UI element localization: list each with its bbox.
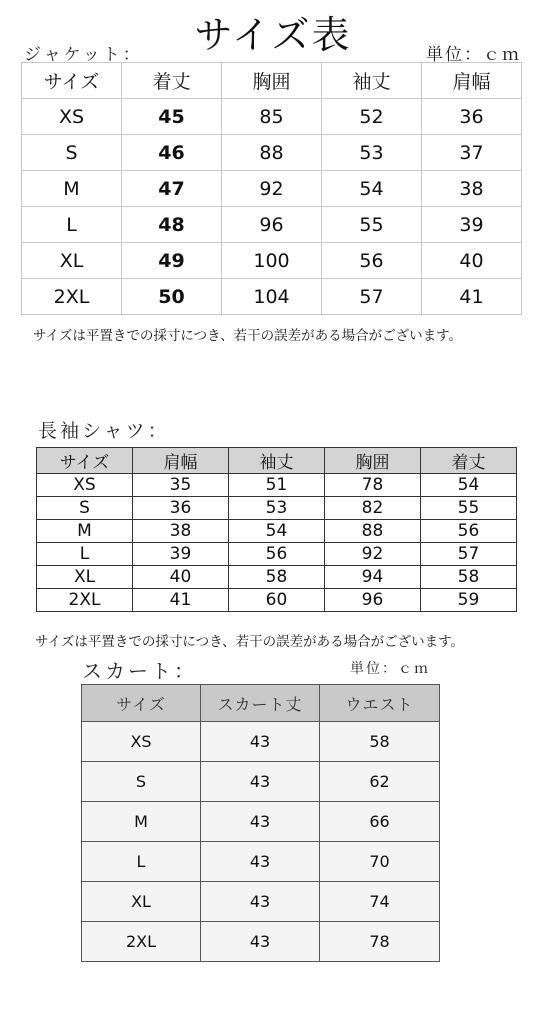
table-cell: 58: [421, 566, 517, 589]
header-cell: 胸囲: [222, 63, 322, 99]
table-cell: 36: [422, 99, 522, 135]
table-cell: M: [22, 171, 122, 207]
table-cell: 39: [133, 543, 229, 566]
table-row: [37, 589, 517, 612]
table-row: [22, 207, 522, 243]
table-cell: 94: [325, 566, 421, 589]
table-cell: 74: [320, 882, 440, 922]
jacket-note: サイズは平置きでの採寸につき、若干の誤差がある場合がございます。: [33, 328, 463, 344]
table-cell: 70: [320, 842, 440, 882]
shirt-note: サイズは平置きでの採寸につき、若干の誤差がある場合がございます。: [35, 634, 465, 650]
header-cell: 着丈: [421, 448, 517, 474]
header-cell: スカート丈: [201, 685, 320, 722]
table-cell: 104: [222, 279, 322, 315]
table-row: [37, 543, 517, 566]
page-title: サイズ表: [194, 13, 352, 57]
table-cell: XL: [37, 566, 133, 589]
header-cell: サイズ: [82, 685, 201, 722]
table-cell: 39: [422, 207, 522, 243]
table-cell: XS: [82, 722, 201, 762]
table-row: [22, 99, 522, 135]
table-cell: S: [22, 135, 122, 171]
table-cell: 58: [320, 722, 440, 762]
table-row: [22, 135, 522, 171]
jacket-label: ジャケット：: [24, 45, 143, 65]
table-cell: 47: [122, 171, 222, 207]
table-cell: 50: [122, 279, 222, 315]
table-cell: 2XL: [37, 589, 133, 612]
table-row: [37, 520, 517, 543]
table-cell: M: [37, 520, 133, 543]
table-cell: 2XL: [82, 922, 201, 962]
table-row: [82, 802, 440, 842]
jacket-size-table: [21, 62, 522, 315]
table-cell: 38: [133, 520, 229, 543]
table-cell: 43: [201, 762, 320, 802]
header-cell: サイズ: [22, 63, 122, 99]
table-cell: 40: [133, 566, 229, 589]
header-cell: 胸囲: [325, 448, 421, 474]
table-cell: 43: [201, 882, 320, 922]
table-cell: 92: [325, 543, 421, 566]
table-row: [22, 279, 522, 315]
table-cell: 92: [222, 171, 322, 207]
table-cell: 43: [201, 802, 320, 842]
table-cell: L: [37, 543, 133, 566]
table-row: [37, 566, 517, 589]
table-cell: 88: [222, 135, 322, 171]
table-cell: 54: [229, 520, 325, 543]
table-cell: 56: [229, 543, 325, 566]
table-cell: L: [22, 207, 122, 243]
table-cell: 78: [325, 474, 421, 497]
table-cell: S: [82, 762, 201, 802]
table-cell: 100: [222, 243, 322, 279]
table-cell: 43: [201, 922, 320, 962]
table-row: [37, 474, 517, 497]
table-cell: 46: [122, 135, 222, 171]
skirt-label: スカート：: [82, 659, 197, 683]
table-row: [37, 497, 517, 520]
table-cell: 45: [122, 99, 222, 135]
table-cell: 41: [422, 279, 522, 315]
table-cell: 38: [422, 171, 522, 207]
table-cell: 55: [421, 497, 517, 520]
table-row: [82, 842, 440, 882]
table-cell: 48: [122, 207, 222, 243]
table-row: [82, 882, 440, 922]
table-cell: 82: [325, 497, 421, 520]
header-cell: 着丈: [122, 63, 222, 99]
table-cell: 56: [322, 243, 422, 279]
table-cell: 2XL: [22, 279, 122, 315]
table-cell: 58: [229, 566, 325, 589]
skirt-unit: 単位：ｃｍ: [350, 661, 430, 677]
table-cell: XL: [22, 243, 122, 279]
table-cell: 96: [222, 207, 322, 243]
table-cell: 37: [422, 135, 522, 171]
header-cell: 袖丈: [229, 448, 325, 474]
table-cell: 54: [322, 171, 422, 207]
table-cell: 57: [421, 543, 517, 566]
table-cell: 35: [133, 474, 229, 497]
table-row: [82, 762, 440, 802]
table-cell: L: [82, 842, 201, 882]
table-cell: 78: [320, 922, 440, 962]
header-cell: 肩幅: [133, 448, 229, 474]
table-header-row: [37, 448, 517, 474]
shirt-label: 長袖シャツ：: [38, 420, 170, 442]
table-cell: 53: [229, 497, 325, 520]
table-cell: 88: [325, 520, 421, 543]
table-cell: 85: [222, 99, 322, 135]
header-cell: ウエスト: [320, 685, 440, 722]
table-cell: 96: [325, 589, 421, 612]
shirt-size-table: [36, 447, 517, 612]
table-cell: 57: [322, 279, 422, 315]
table-cell: S: [37, 497, 133, 520]
table-cell: 55: [322, 207, 422, 243]
table-cell: 49: [122, 243, 222, 279]
table-cell: 62: [320, 762, 440, 802]
header-cell: 肩幅: [422, 63, 522, 99]
table-cell: 54: [421, 474, 517, 497]
table-header-row: [22, 63, 522, 99]
table-row: [22, 243, 522, 279]
table-row: [22, 171, 522, 207]
table-cell: 53: [322, 135, 422, 171]
table-cell: 36: [133, 497, 229, 520]
table-cell: 66: [320, 802, 440, 842]
header-cell: サイズ: [37, 448, 133, 474]
table-cell: 43: [201, 842, 320, 882]
table-cell: 40: [422, 243, 522, 279]
table-cell: 56: [421, 520, 517, 543]
table-cell: 60: [229, 589, 325, 612]
table-cell: 51: [229, 474, 325, 497]
table-cell: XL: [82, 882, 201, 922]
jacket-unit: 単位：ｃｍ: [426, 45, 521, 65]
table-cell: M: [82, 802, 201, 842]
table-cell: XS: [37, 474, 133, 497]
table-cell: 43: [201, 722, 320, 762]
table-row: [82, 922, 440, 962]
table-header-row: [82, 685, 440, 722]
table-row: [82, 722, 440, 762]
table-cell: 52: [322, 99, 422, 135]
table-cell: 41: [133, 589, 229, 612]
table-cell: 59: [421, 589, 517, 612]
table-cell: XS: [22, 99, 122, 135]
header-cell: 袖丈: [322, 63, 422, 99]
skirt-size-table: [81, 684, 440, 962]
